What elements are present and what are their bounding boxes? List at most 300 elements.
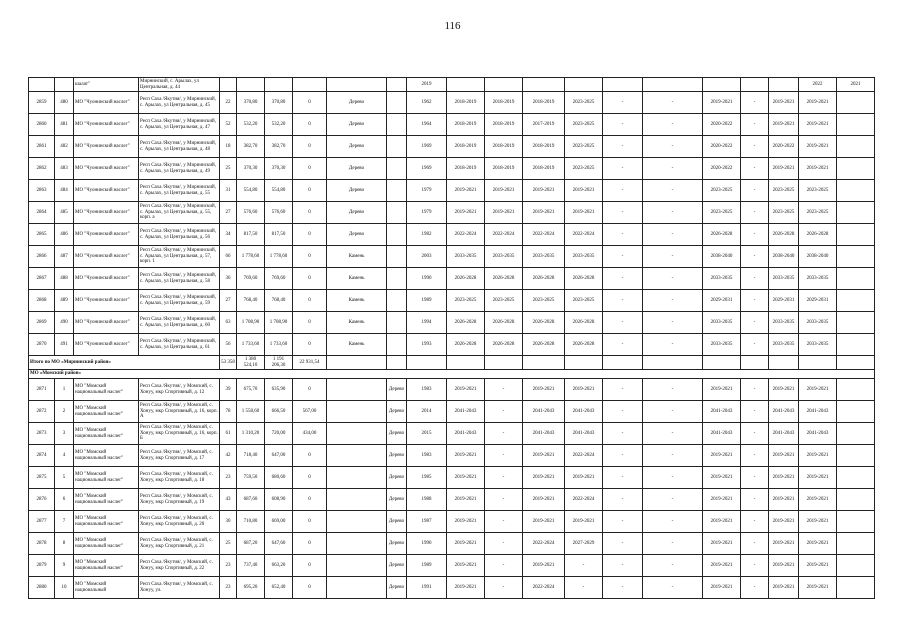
area-cell: 370,30 — [237, 158, 265, 180]
c3-cell: 2041-2043 — [523, 423, 565, 445]
n-cell: 2873 — [29, 423, 55, 445]
c2-cell: 2018-2019 — [485, 158, 523, 180]
area-cell: 1 558,60 — [237, 401, 265, 423]
k-cell: 480 — [55, 92, 74, 114]
empty-cell — [485, 78, 523, 92]
c6-cell: - — [643, 290, 703, 312]
c3-cell: 2019-2021 — [523, 379, 565, 401]
c1-cell: 2019-2021 — [447, 533, 485, 555]
table-row — [29, 401, 875, 423]
empty-cell — [327, 379, 387, 401]
empty-cell — [837, 445, 875, 467]
k-cell: 487 — [55, 246, 74, 268]
nonres-cell: 0 — [293, 334, 327, 356]
c2-cell: - — [485, 401, 523, 423]
nonres-cell: 0 — [293, 379, 327, 401]
c2-cell: 2018-2019 — [485, 114, 523, 136]
n-cell: 2865 — [29, 224, 55, 246]
c6-cell: - — [643, 92, 703, 114]
empty-cell — [237, 78, 265, 92]
period-cell: 2021 — [837, 78, 875, 92]
res-cell: 370,80 — [265, 92, 293, 114]
c4-cell: 2026-2028 — [565, 268, 603, 290]
area-cell: 687,60 — [237, 489, 265, 511]
c8-cell: - — [741, 92, 769, 114]
n-cell: 2860 — [29, 114, 55, 136]
address-cell: Респ Саха /Якутия/, у Момский, с. Хонуу, мкр Спортивный, д. 16, корп. А — [139, 401, 220, 423]
org-cell: МО "Момский национальный наслег" — [74, 401, 139, 423]
c1-cell: 2022-2024 — [447, 224, 485, 246]
nonres-cell: 0 — [293, 268, 327, 290]
nonres-cell: 0 — [293, 445, 327, 467]
c5-cell: - — [603, 423, 643, 445]
res-cell: 554,80 — [265, 180, 293, 202]
c10-cell: 2029-2031 — [799, 290, 837, 312]
apts-cell: 63 — [220, 312, 237, 334]
apts-cell: 66 — [220, 246, 237, 268]
empty-cell — [387, 312, 407, 334]
c8-cell: - — [741, 158, 769, 180]
material-cell: Камень — [327, 290, 387, 312]
k-cell: 482 — [55, 136, 74, 158]
empty-cell — [769, 78, 799, 92]
c1-cell: 2019-2021 — [447, 467, 485, 489]
address-cell: Респ Саха /Якутия/, у Мирнинский, с. Арылах, ул Центральная, д. 49 — [139, 158, 220, 180]
c9-cell: 2019-2021 — [769, 158, 799, 180]
org-cell: МО "Момский национальный наслег" — [74, 379, 139, 401]
section-title: МО «Момский район» — [29, 370, 875, 379]
c8-cell: - — [741, 467, 769, 489]
res-cell: 680,60 — [265, 467, 293, 489]
nonres-cell: 0 — [293, 246, 327, 268]
res-cell: 647,60 — [265, 533, 293, 555]
table-row — [29, 533, 875, 555]
area-cell: 710,80 — [237, 511, 265, 533]
table-row — [29, 180, 875, 202]
empty-cell — [643, 78, 703, 92]
org-cell: МО "Момский национальный наслег" — [74, 489, 139, 511]
c5-cell: - — [603, 401, 643, 423]
c2-cell: - — [485, 467, 523, 489]
material-cell: Дерево — [327, 158, 387, 180]
c2-cell: - — [485, 555, 523, 577]
empty-cell — [387, 114, 407, 136]
c8-cell: - — [741, 224, 769, 246]
empty-cell — [565, 356, 603, 370]
nonres-cell: 434,00 — [293, 423, 327, 445]
c5-cell: - — [603, 312, 643, 334]
c2-cell: 2018-2019 — [485, 92, 523, 114]
nonres-cell: 0 — [293, 533, 327, 555]
c6-cell: - — [643, 246, 703, 268]
area-cell: 554,80 — [237, 180, 265, 202]
c8-cell: - — [741, 423, 769, 445]
empty-cell — [327, 423, 387, 445]
empty-cell — [485, 356, 523, 370]
c6-cell: - — [643, 136, 703, 158]
c4-cell: - — [565, 555, 603, 577]
c2-cell: - — [485, 511, 523, 533]
material-cell: Дерево — [327, 136, 387, 158]
year-cell: 1985 — [407, 467, 447, 489]
apts-cell: 31 — [220, 180, 237, 202]
n-cell: 2875 — [29, 467, 55, 489]
material-cell: Дерево — [387, 445, 407, 467]
c10-cell: 2019-2021 — [799, 114, 837, 136]
res-cell: 370,30 — [265, 158, 293, 180]
c7-cell: 2029-2031 — [703, 290, 741, 312]
org-cell: МО "Чуонинский наслег" — [74, 202, 139, 224]
c2-cell: 2023-2025 — [485, 290, 523, 312]
c9-cell: 2019-2021 — [769, 555, 799, 577]
address-cell: Мирнинский, с. Арылах, ул Центральная, д. 44 — [139, 78, 220, 92]
address-cell: Респ Саха /Якутия/, у Момский, с. Хонуу, мкр Спортивный, д. 22 — [139, 555, 220, 577]
k-cell: 10 — [55, 577, 74, 599]
c8-cell: - — [741, 312, 769, 334]
c3-cell: 2019-2021 — [523, 180, 565, 202]
nonres-cell: 0 — [293, 224, 327, 246]
c10-cell: 2023-2025 — [799, 180, 837, 202]
c9-cell: 2029-2031 — [769, 290, 799, 312]
c7-cell: 2033-2035 — [703, 268, 741, 290]
c1-cell: 2041-2043 — [447, 401, 485, 423]
c7-cell: 2033-2035 — [703, 334, 741, 356]
c8-cell: - — [741, 268, 769, 290]
org-cell: МО "Чуонинский наслег" — [74, 312, 139, 334]
c1-cell: 2018-2019 — [447, 114, 485, 136]
empty-cell — [327, 401, 387, 423]
org-cell: МО "Момский национальный — [74, 577, 139, 599]
c8-cell: - — [741, 489, 769, 511]
k-cell: 9 — [55, 555, 74, 577]
nonres-cell: 0 — [293, 114, 327, 136]
org-cell: МО "Чуонинский наслег" — [74, 114, 139, 136]
c4-cell: 2022-2024 — [565, 224, 603, 246]
k-cell: 488 — [55, 268, 74, 290]
c10-cell: 2038-2040 — [799, 246, 837, 268]
c3-cell: 2022-2024 — [523, 224, 565, 246]
total-label: Итого по МО «Мирнинский район» — [29, 356, 220, 370]
area-cell: 759,50 — [237, 467, 265, 489]
c4-cell: 2022-2024 — [565, 489, 603, 511]
year-range-cell: 2019 — [407, 78, 447, 92]
c6-cell: - — [643, 401, 703, 423]
c4-cell: 2019-2021 — [565, 180, 603, 202]
c2-cell: - — [485, 533, 523, 555]
area-cell: 576,60 — [237, 202, 265, 224]
org-cell: МО "Чуонинский наслег" — [74, 224, 139, 246]
nonres-cell: 0 — [293, 577, 327, 599]
empty-cell — [837, 555, 875, 577]
org-cell: МО "Момский национальный наслег" — [74, 467, 139, 489]
c3-cell: 2019-2021 — [523, 555, 565, 577]
year-cell: 1991 — [407, 577, 447, 599]
address-cell: Респ Саха /Якутия/, у Мирнинский, с. Арылах, ул Центральная, д. 59 — [139, 290, 220, 312]
n-cell: 2876 — [29, 489, 55, 511]
address-cell: Респ Саха /Якутия/, у Момский, с. Хонуу, мкр Спортивный, д. 19 — [139, 489, 220, 511]
c2-cell: - — [485, 445, 523, 467]
material-cell: Дерево — [387, 489, 407, 511]
res-cell: 652,40 — [265, 577, 293, 599]
c1-cell: 2026-2028 — [447, 312, 485, 334]
empty-cell — [799, 356, 837, 370]
apts-cell: 23 — [220, 467, 237, 489]
nonres-cell: 0 — [293, 290, 327, 312]
c10-cell: 2019-2021 — [799, 379, 837, 401]
c5-cell: - — [603, 467, 643, 489]
c4-cell: 2022-2024 — [565, 445, 603, 467]
c1-cell: 2019-2021 — [447, 577, 485, 599]
org-cell: МО "Момский национальный наслег" — [74, 445, 139, 467]
c7-cell: 2026-2028 — [703, 224, 741, 246]
c10-cell: 2019-2021 — [799, 489, 837, 511]
k-cell: 8 — [55, 533, 74, 555]
c5-cell: - — [603, 511, 643, 533]
c10-cell: 2019-2021 — [799, 467, 837, 489]
c4-cell: 2027-2029 — [565, 533, 603, 555]
k-cell: 1 — [55, 379, 74, 401]
c9-cell: 2019-2021 — [769, 511, 799, 533]
c7-cell: 2019-2021 — [703, 577, 741, 599]
year-cell: 1989 — [407, 555, 447, 577]
material-cell: Камень — [327, 246, 387, 268]
total-nonresidential: 22 931,54 — [293, 356, 327, 370]
c3-cell: 2019-2021 — [523, 467, 565, 489]
empty-cell — [741, 78, 769, 92]
c8-cell: - — [741, 533, 769, 555]
k-cell: 481 — [55, 114, 74, 136]
c2-cell: - — [485, 423, 523, 445]
c7-cell: 2038-2040 — [703, 246, 741, 268]
c6-cell: - — [643, 577, 703, 599]
c5-cell: - — [603, 268, 643, 290]
material-cell: Камень — [327, 312, 387, 334]
c7-cell: 2019-2021 — [703, 467, 741, 489]
empty-cell — [837, 290, 875, 312]
res-cell: 666,50 — [265, 401, 293, 423]
c6-cell: - — [643, 445, 703, 467]
org-cell: МО "Чуонинский наслег" — [74, 180, 139, 202]
apts-cell: 39 — [220, 379, 237, 401]
c5-cell: - — [603, 555, 643, 577]
table-row — [29, 136, 875, 158]
empty-cell — [603, 356, 643, 370]
table-row — [29, 202, 875, 224]
address-cell: Респ Саха /Якутия/, у Мирнинский, с. Арылах, ул Центральная, д. 55 — [139, 180, 220, 202]
year-cell: 1969 — [407, 158, 447, 180]
area-cell: 370,80 — [237, 92, 265, 114]
c10-cell: 2019-2021 — [799, 158, 837, 180]
address-cell: Респ Саха /Якутия/, у Мирнинский, с. Арылах, ул Центральная, д. 61 — [139, 334, 220, 356]
k-cell: 3 — [55, 423, 74, 445]
table-row — [29, 114, 875, 136]
n-cell: 2874 — [29, 445, 55, 467]
material-cell: Камень — [327, 268, 387, 290]
c10-cell: 2019-2021 — [799, 533, 837, 555]
n-cell: 2877 — [29, 511, 55, 533]
c9-cell: 2041-2043 — [769, 423, 799, 445]
c10-cell: 2023-2025 — [799, 202, 837, 224]
c5-cell: - — [603, 114, 643, 136]
table-row — [29, 92, 875, 114]
c4-cell: 2023-2025 — [565, 290, 603, 312]
c10-cell: 2019-2021 — [799, 92, 837, 114]
c9-cell: 2019-2021 — [769, 533, 799, 555]
c8-cell: - — [741, 445, 769, 467]
year-cell: 1983 — [407, 379, 447, 401]
c7-cell: 2019-2021 — [703, 533, 741, 555]
material-cell: Дерево — [327, 224, 387, 246]
year-cell: 2015 — [407, 423, 447, 445]
c7-cell: 2041-2043 — [703, 423, 741, 445]
c3-cell: 2018-2019 — [523, 92, 565, 114]
empty-cell — [327, 577, 387, 599]
c8-cell: - — [741, 136, 769, 158]
empty-cell — [837, 224, 875, 246]
address-cell: Респ Саха /Якутия/, у Мирнинский, с. Арылах, ул Центральная, д. 58 — [139, 268, 220, 290]
address-cell: Респ Саха /Якутия/, у Мирнинский, с. Арылах, ул Центральная, д. 47 — [139, 114, 220, 136]
k-cell: 2 — [55, 401, 74, 423]
c3-cell: 2026-2028 — [523, 312, 565, 334]
c5-cell: - — [603, 290, 643, 312]
year-cell: 1979 — [407, 202, 447, 224]
c10-cell: 2033-2035 — [799, 312, 837, 334]
nonres-cell: 0 — [293, 158, 327, 180]
c5-cell: - — [603, 489, 643, 511]
address-cell: Респ Саха /Якутия/, у Мирнинский, с. Арылах, ул Центральная, д. 56 — [139, 224, 220, 246]
area-cell: 695,20 — [237, 577, 265, 599]
c8-cell: - — [741, 511, 769, 533]
c4-cell: 2023-2025 — [565, 92, 603, 114]
c2-cell: 2026-2028 — [485, 312, 523, 334]
c1-cell: 2019-2021 — [447, 511, 485, 533]
empty-cell — [387, 136, 407, 158]
empty-cell — [769, 356, 799, 370]
c2-cell: 2022-2024 — [485, 224, 523, 246]
empty-cell — [837, 268, 875, 290]
address-cell: Респ Саха /Якутия/, у Мирнинский, с. Арылах, ул Центральная, д. 60 — [139, 312, 220, 334]
c9-cell: 2019-2021 — [769, 379, 799, 401]
c7-cell: 2019-2021 — [703, 489, 741, 511]
apts-cell: 18 — [220, 136, 237, 158]
c10-cell: 2019-2021 — [799, 577, 837, 599]
nonres-cell: 0 — [293, 180, 327, 202]
c6-cell: - — [643, 224, 703, 246]
c9-cell: 2019-2021 — [769, 445, 799, 467]
c9-cell: 2033-2035 — [769, 268, 799, 290]
area-cell: 1 310,20 — [237, 423, 265, 445]
year-cell: 1983 — [407, 445, 447, 467]
c6-cell: - — [643, 202, 703, 224]
c8-cell: - — [741, 290, 769, 312]
c4-cell: 2033-2035 — [565, 246, 603, 268]
area-cell: 817,50 — [237, 224, 265, 246]
c9-cell: 2038-2040 — [769, 246, 799, 268]
housing-register-table — [28, 77, 875, 599]
k-cell: 7 — [55, 511, 74, 533]
c3-cell: 2026-2028 — [523, 334, 565, 356]
empty-cell — [387, 202, 407, 224]
org-cell: МО "Чуонинский наслег" — [74, 92, 139, 114]
empty-cell — [387, 224, 407, 246]
apts-cell: 25 — [220, 158, 237, 180]
material-cell: Дерево — [327, 92, 387, 114]
c9-cell: 2023-2025 — [769, 180, 799, 202]
k-cell: 489 — [55, 290, 74, 312]
table-row — [29, 224, 875, 246]
c9-cell: 2020-2022 — [769, 136, 799, 158]
year-cell: 1964 — [407, 114, 447, 136]
empty-cell — [837, 423, 875, 445]
c8-cell: - — [741, 114, 769, 136]
empty-cell — [837, 92, 875, 114]
c3-cell: 2026-2028 — [523, 268, 565, 290]
c3-cell: 2023-2025 — [523, 290, 565, 312]
empty-cell — [523, 78, 565, 92]
c9-cell: 2023-2025 — [769, 202, 799, 224]
c7-cell: 2023-2025 — [703, 180, 741, 202]
material-cell: Камень — [327, 334, 387, 356]
address-cell: Респ Саха /Якутия/, у Мирнинский, с. Арылах, ул Центральная, д. 45 — [139, 92, 220, 114]
c9-cell: 2033-2035 — [769, 334, 799, 356]
c6-cell: - — [643, 379, 703, 401]
org-cell: МО "Чуонинский наслег" — [74, 136, 139, 158]
k-cell: 484 — [55, 180, 74, 202]
res-cell: 382,70 — [265, 136, 293, 158]
c9-cell: 2019-2021 — [769, 467, 799, 489]
c9-cell: 2026-2028 — [769, 224, 799, 246]
address-cell: Респ Саха /Якутия/, у Момский, с. Хонуу, мкр Спортивный, д. 17 — [139, 445, 220, 467]
apts-cell: 52 — [220, 114, 237, 136]
org-cell: МО "Чуонинский наслег" — [74, 246, 139, 268]
c9-cell: 2019-2021 — [769, 577, 799, 599]
n-cell: 2878 — [29, 533, 55, 555]
empty-cell — [293, 78, 327, 92]
c3-cell: 2018-2019 — [523, 136, 565, 158]
res-cell: 1 778,60 — [265, 246, 293, 268]
c5-cell: - — [603, 246, 643, 268]
apts-cell: 23 — [220, 577, 237, 599]
c7-cell: 2019-2021 — [703, 379, 741, 401]
table-row — [29, 577, 875, 599]
org-cell: МО "Чуонинский наслег" — [74, 158, 139, 180]
area-cell: 1 708,90 — [237, 312, 265, 334]
c5-cell: - — [603, 577, 643, 599]
c1-cell: 2041-2043 — [447, 423, 485, 445]
n-cell: 2880 — [29, 577, 55, 599]
material-cell: Дерево — [327, 180, 387, 202]
empty-cell — [703, 78, 741, 92]
year-cell: 1979 — [407, 180, 447, 202]
c10-cell: 2033-2035 — [799, 268, 837, 290]
c4-cell: 2019-2021 — [565, 379, 603, 401]
section-heading-row — [29, 370, 875, 379]
res-cell: 1 733,60 — [265, 334, 293, 356]
c6-cell: - — [643, 489, 703, 511]
table-row — [29, 312, 875, 334]
org-cell: шалат" — [74, 78, 139, 92]
year-cell: 1990 — [407, 268, 447, 290]
c7-cell: 2019-2021 — [703, 555, 741, 577]
c4-cell: 2023-2025 — [565, 136, 603, 158]
n-cell: 2870 — [29, 334, 55, 356]
empty-cell — [387, 268, 407, 290]
n-cell: 2871 — [29, 379, 55, 401]
c9-cell: 2041-2043 — [769, 401, 799, 423]
empty-cell — [327, 467, 387, 489]
nonres-cell: 0 — [293, 467, 327, 489]
c4-cell: 2026-2028 — [565, 334, 603, 356]
